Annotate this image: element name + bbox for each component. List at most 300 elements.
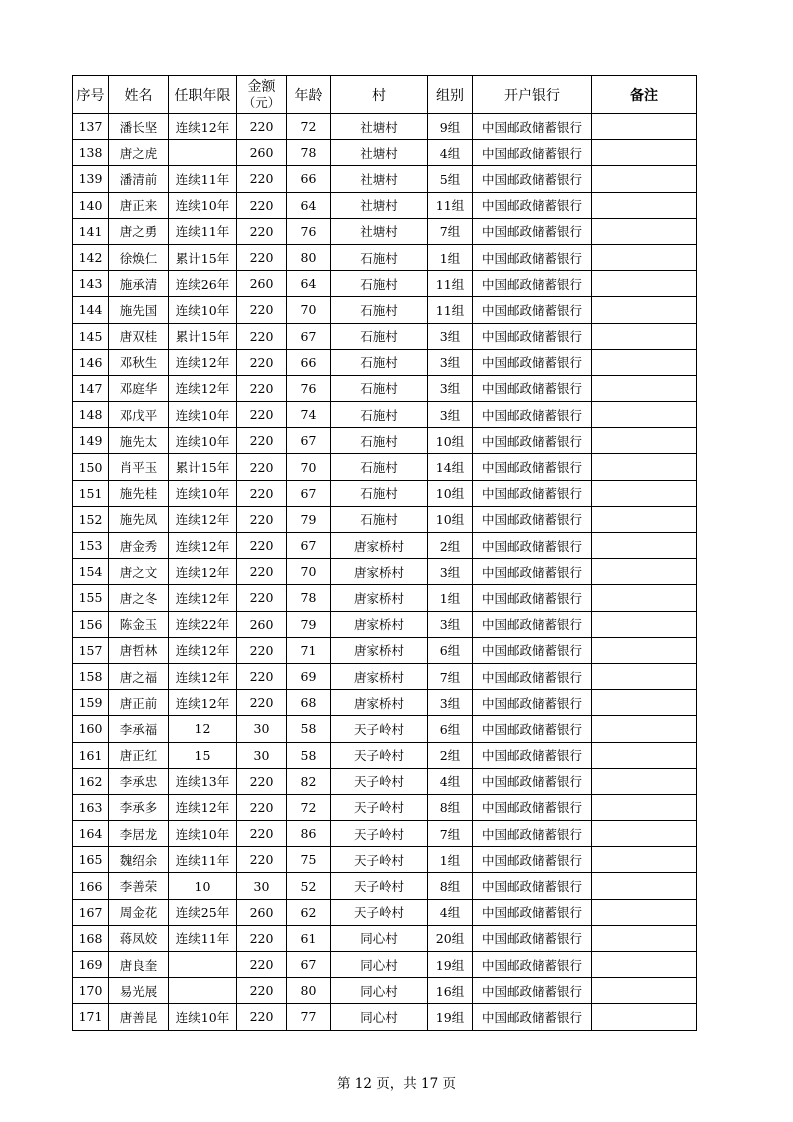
cell-remark (592, 454, 697, 480)
cell-age: 67 (287, 533, 331, 559)
cell-name: 施先太 (109, 428, 169, 454)
cell-village: 天子岭村 (331, 794, 428, 820)
cell-bank: 中国邮政储蓄银行 (473, 480, 592, 506)
cell-group: 1组 (428, 847, 473, 873)
cell-seq: 141 (73, 218, 109, 244)
cell-name: 唐双桂 (109, 323, 169, 349)
cell-bank: 中国邮政储蓄银行 (473, 794, 592, 820)
cell-age: 78 (287, 140, 331, 166)
cell-village: 天子岭村 (331, 716, 428, 742)
cell-tenure: 连续25年 (169, 899, 237, 925)
header-age: 年龄 (287, 76, 331, 114)
table-row (73, 271, 697, 297)
cell-remark (592, 716, 697, 742)
cell-village: 天子岭村 (331, 821, 428, 847)
cell-village: 同心村 (331, 1004, 428, 1030)
cell-bank: 中国邮政储蓄银行 (473, 114, 592, 140)
cell-group: 20组 (428, 925, 473, 951)
table-row (73, 533, 697, 559)
cell-tenure: 连续12年 (169, 637, 237, 663)
cell-seq: 150 (73, 454, 109, 480)
cell-amount: 260 (237, 611, 287, 637)
cell-amount: 220 (237, 559, 287, 585)
cell-tenure: 10 (169, 873, 237, 899)
cell-name: 施承清 (109, 271, 169, 297)
cell-village: 唐家桥村 (331, 585, 428, 611)
cell-tenure: 连续12年 (169, 349, 237, 375)
cell-seq: 163 (73, 794, 109, 820)
roster-table (72, 75, 697, 1031)
cell-remark (592, 978, 697, 1004)
cell-remark (592, 218, 697, 244)
cell-group: 8组 (428, 873, 473, 899)
cell-bank: 中国邮政储蓄银行 (473, 663, 592, 689)
cell-seq: 145 (73, 323, 109, 349)
cell-name: 李承福 (109, 716, 169, 742)
cell-age: 76 (287, 218, 331, 244)
cell-tenure: 累计15年 (169, 454, 237, 480)
cell-age: 67 (287, 952, 331, 978)
cell-name: 唐之虎 (109, 140, 169, 166)
cell-name: 易光展 (109, 978, 169, 1004)
cell-age: 67 (287, 428, 331, 454)
cell-tenure: 连续26年 (169, 271, 237, 297)
cell-group: 2组 (428, 533, 473, 559)
header-seq: 序号 (73, 76, 109, 114)
cell-seq: 140 (73, 192, 109, 218)
cell-tenure: 连续12年 (169, 506, 237, 532)
cell-seq: 158 (73, 663, 109, 689)
cell-name: 唐正红 (109, 742, 169, 768)
table-row (73, 794, 697, 820)
cell-tenure: 连续10年 (169, 297, 237, 323)
cell-seq: 142 (73, 244, 109, 270)
cell-tenure: 连续12年 (169, 533, 237, 559)
table-row (73, 1004, 697, 1030)
cell-age: 68 (287, 690, 331, 716)
cell-seq: 138 (73, 140, 109, 166)
cell-amount: 220 (237, 114, 287, 140)
cell-village: 唐家桥村 (331, 690, 428, 716)
cell-bank: 中国邮政储蓄银行 (473, 375, 592, 401)
cell-age: 67 (287, 323, 331, 349)
header-name: 姓名 (109, 76, 169, 114)
cell-seq: 154 (73, 559, 109, 585)
cell-amount: 220 (237, 218, 287, 244)
cell-village: 社塘村 (331, 140, 428, 166)
cell-amount: 220 (237, 375, 287, 401)
cell-village: 社塘村 (331, 166, 428, 192)
cell-village: 石施村 (331, 297, 428, 323)
cell-seq: 148 (73, 402, 109, 428)
cell-group: 11组 (428, 192, 473, 218)
cell-remark (592, 166, 697, 192)
cell-amount: 220 (237, 480, 287, 506)
cell-age: 58 (287, 716, 331, 742)
cell-name: 唐正来 (109, 192, 169, 218)
table-row (73, 821, 697, 847)
cell-name: 肖平玉 (109, 454, 169, 480)
table-row (73, 297, 697, 323)
cell-village: 石施村 (331, 323, 428, 349)
cell-group: 3组 (428, 690, 473, 716)
cell-tenure (169, 140, 237, 166)
header-tenure: 任职年限 (169, 76, 237, 114)
table-row (73, 925, 697, 951)
cell-age: 72 (287, 114, 331, 140)
cell-bank: 中国邮政储蓄银行 (473, 349, 592, 375)
cell-group: 3组 (428, 402, 473, 428)
cell-remark (592, 690, 697, 716)
cell-remark (592, 192, 697, 218)
cell-remark (592, 873, 697, 899)
cell-bank: 中国邮政储蓄银行 (473, 742, 592, 768)
cell-bank: 中国邮政储蓄银行 (473, 192, 592, 218)
table-row (73, 611, 697, 637)
table-row (73, 663, 697, 689)
cell-group: 7组 (428, 663, 473, 689)
cell-amount: 30 (237, 873, 287, 899)
cell-seq: 161 (73, 742, 109, 768)
cell-name: 唐之勇 (109, 218, 169, 244)
cell-group: 19组 (428, 952, 473, 978)
cell-name: 潘长坚 (109, 114, 169, 140)
table-row (73, 690, 697, 716)
cell-amount: 220 (237, 978, 287, 1004)
cell-remark (592, 271, 697, 297)
table-body (73, 114, 697, 1031)
cell-bank: 中国邮政储蓄银行 (473, 925, 592, 951)
table-row (73, 847, 697, 873)
cell-village: 石施村 (331, 454, 428, 480)
cell-tenure: 连续22年 (169, 611, 237, 637)
cell-seq: 159 (73, 690, 109, 716)
cell-age: 86 (287, 821, 331, 847)
cell-seq: 170 (73, 978, 109, 1004)
cell-village: 石施村 (331, 375, 428, 401)
cell-group: 9组 (428, 114, 473, 140)
cell-group: 5组 (428, 166, 473, 192)
cell-tenure: 连续12年 (169, 585, 237, 611)
cell-name: 蒋凤姣 (109, 925, 169, 951)
cell-name: 唐之冬 (109, 585, 169, 611)
cell-group: 3组 (428, 349, 473, 375)
cell-village: 同心村 (331, 952, 428, 978)
cell-amount: 220 (237, 192, 287, 218)
cell-remark (592, 140, 697, 166)
header-amount-label: 金额 (247, 79, 276, 95)
table-row (73, 559, 697, 585)
cell-name: 唐良奎 (109, 952, 169, 978)
cell-tenure: 连续11年 (169, 925, 237, 951)
cell-group: 10组 (428, 480, 473, 506)
cell-age: 52 (287, 873, 331, 899)
cell-village: 唐家桥村 (331, 637, 428, 663)
cell-bank: 中国邮政储蓄银行 (473, 611, 592, 637)
cell-village: 石施村 (331, 480, 428, 506)
cell-tenure: 连续11年 (169, 847, 237, 873)
table-row (73, 637, 697, 663)
cell-name: 李承忠 (109, 768, 169, 794)
cell-seq: 171 (73, 1004, 109, 1030)
cell-remark (592, 952, 697, 978)
cell-group: 7组 (428, 218, 473, 244)
cell-name: 唐之福 (109, 663, 169, 689)
cell-name: 唐金秀 (109, 533, 169, 559)
cell-remark (592, 611, 697, 637)
cell-name: 周金花 (109, 899, 169, 925)
cell-amount: 220 (237, 297, 287, 323)
cell-seq: 169 (73, 952, 109, 978)
cell-seq: 152 (73, 506, 109, 532)
cell-seq: 165 (73, 847, 109, 873)
cell-remark (592, 533, 697, 559)
cell-remark (592, 585, 697, 611)
cell-tenure: 连续12年 (169, 663, 237, 689)
cell-remark (592, 899, 697, 925)
table-row (73, 506, 697, 532)
header-remark: 备注 (592, 76, 697, 114)
cell-name: 邓秋生 (109, 349, 169, 375)
table-row (73, 166, 697, 192)
cell-bank: 中国邮政储蓄银行 (473, 690, 592, 716)
cell-bank: 中国邮政储蓄银行 (473, 952, 592, 978)
cell-seq: 164 (73, 821, 109, 847)
cell-group: 3组 (428, 611, 473, 637)
cell-bank: 中国邮政储蓄银行 (473, 218, 592, 244)
cell-village: 天子岭村 (331, 873, 428, 899)
table-row (73, 375, 697, 401)
cell-name: 邓戊平 (109, 402, 169, 428)
cell-amount: 220 (237, 506, 287, 532)
table-row (73, 349, 697, 375)
cell-seq: 168 (73, 925, 109, 951)
cell-group: 10组 (428, 506, 473, 532)
cell-seq: 146 (73, 349, 109, 375)
cell-amount: 220 (237, 428, 287, 454)
cell-tenure (169, 978, 237, 1004)
cell-amount: 260 (237, 899, 287, 925)
cell-group: 6组 (428, 637, 473, 663)
cell-name: 邓庭华 (109, 375, 169, 401)
cell-bank: 中国邮政储蓄银行 (473, 559, 592, 585)
cell-age: 80 (287, 978, 331, 1004)
cell-amount: 220 (237, 690, 287, 716)
cell-group: 19组 (428, 1004, 473, 1030)
cell-tenure: 累计15年 (169, 323, 237, 349)
header-bank: 开户银行 (473, 76, 592, 114)
cell-amount: 220 (237, 323, 287, 349)
cell-village: 社塘村 (331, 114, 428, 140)
table-row (73, 140, 697, 166)
cell-tenure: 连续11年 (169, 166, 237, 192)
cell-remark (592, 244, 697, 270)
cell-age: 79 (287, 611, 331, 637)
cell-village: 同心村 (331, 925, 428, 951)
cell-tenure: 连续13年 (169, 768, 237, 794)
header-amount-unit: （元） (242, 95, 281, 110)
table-row (73, 218, 697, 244)
cell-remark (592, 794, 697, 820)
cell-bank: 中国邮政储蓄银行 (473, 768, 592, 794)
cell-group: 3组 (428, 375, 473, 401)
cell-amount: 220 (237, 821, 287, 847)
cell-group: 1组 (428, 244, 473, 270)
cell-village: 社塘村 (331, 218, 428, 244)
cell-bank: 中国邮政储蓄银行 (473, 899, 592, 925)
cell-group: 7组 (428, 821, 473, 847)
cell-group: 3组 (428, 323, 473, 349)
cell-age: 67 (287, 480, 331, 506)
cell-bank: 中国邮政储蓄银行 (473, 637, 592, 663)
cell-name: 潘清前 (109, 166, 169, 192)
cell-bank: 中国邮政储蓄银行 (473, 166, 592, 192)
header-amount (237, 76, 287, 114)
cell-remark (592, 1004, 697, 1030)
cell-age: 78 (287, 585, 331, 611)
cell-age: 77 (287, 1004, 331, 1030)
cell-name: 施先桂 (109, 480, 169, 506)
table-row (73, 480, 697, 506)
cell-amount: 220 (237, 454, 287, 480)
cell-amount: 220 (237, 637, 287, 663)
table-row (73, 978, 697, 1004)
cell-bank: 中国邮政储蓄银行 (473, 716, 592, 742)
cell-group: 3组 (428, 559, 473, 585)
cell-tenure: 12 (169, 716, 237, 742)
cell-seq: 149 (73, 428, 109, 454)
cell-amount: 220 (237, 663, 287, 689)
cell-bank: 中国邮政储蓄银行 (473, 271, 592, 297)
table-row (73, 114, 697, 140)
cell-seq: 157 (73, 637, 109, 663)
cell-age: 76 (287, 375, 331, 401)
cell-remark (592, 114, 697, 140)
cell-seq: 156 (73, 611, 109, 637)
cell-name: 施先凤 (109, 506, 169, 532)
cell-group: 8组 (428, 794, 473, 820)
table-row (73, 873, 697, 899)
cell-seq: 155 (73, 585, 109, 611)
cell-group: 6组 (428, 716, 473, 742)
cell-age: 74 (287, 402, 331, 428)
cell-name: 唐正前 (109, 690, 169, 716)
cell-bank: 中国邮政储蓄银行 (473, 821, 592, 847)
table-row (73, 585, 697, 611)
cell-amount: 220 (237, 533, 287, 559)
cell-remark (592, 742, 697, 768)
table-row (73, 899, 697, 925)
cell-tenure: 连续10年 (169, 428, 237, 454)
table-row (73, 323, 697, 349)
cell-age: 71 (287, 637, 331, 663)
cell-bank: 中国邮政储蓄银行 (473, 428, 592, 454)
cell-amount: 260 (237, 140, 287, 166)
cell-remark (592, 663, 697, 689)
cell-seq: 139 (73, 166, 109, 192)
cell-group: 4组 (428, 768, 473, 794)
table-row (73, 428, 697, 454)
header-group: 组别 (428, 76, 473, 114)
cell-village: 唐家桥村 (331, 611, 428, 637)
cell-group: 11组 (428, 297, 473, 323)
cell-tenure: 连续10年 (169, 821, 237, 847)
cell-age: 70 (287, 454, 331, 480)
cell-remark (592, 925, 697, 951)
cell-bank: 中国邮政储蓄银行 (473, 140, 592, 166)
cell-seq: 162 (73, 768, 109, 794)
cell-tenure: 连续10年 (169, 1004, 237, 1030)
cell-village: 石施村 (331, 244, 428, 270)
cell-age: 64 (287, 192, 331, 218)
table-row (73, 402, 697, 428)
table-row (73, 244, 697, 270)
cell-bank: 中国邮政储蓄银行 (473, 454, 592, 480)
cell-amount: 30 (237, 716, 287, 742)
cell-remark (592, 297, 697, 323)
cell-seq: 144 (73, 297, 109, 323)
cell-remark (592, 402, 697, 428)
cell-tenure (169, 952, 237, 978)
table-row (73, 742, 697, 768)
cell-bank: 中国邮政储蓄银行 (473, 1004, 592, 1030)
cell-name: 唐哲林 (109, 637, 169, 663)
cell-remark (592, 349, 697, 375)
cell-amount: 220 (237, 925, 287, 951)
cell-amount: 260 (237, 271, 287, 297)
cell-name: 李善荣 (109, 873, 169, 899)
cell-age: 80 (287, 244, 331, 270)
cell-village: 天子岭村 (331, 899, 428, 925)
cell-amount: 220 (237, 1004, 287, 1030)
cell-village: 社塘村 (331, 192, 428, 218)
cell-seq: 153 (73, 533, 109, 559)
cell-remark (592, 323, 697, 349)
cell-group: 11组 (428, 271, 473, 297)
cell-village: 石施村 (331, 271, 428, 297)
cell-tenure: 连续12年 (169, 690, 237, 716)
cell-village: 唐家桥村 (331, 559, 428, 585)
cell-group: 4组 (428, 140, 473, 166)
cell-amount: 220 (237, 794, 287, 820)
cell-age: 79 (287, 506, 331, 532)
cell-bank: 中国邮政储蓄银行 (473, 244, 592, 270)
cell-bank: 中国邮政储蓄银行 (473, 297, 592, 323)
cell-age: 62 (287, 899, 331, 925)
cell-tenure: 连续12年 (169, 375, 237, 401)
cell-remark (592, 821, 697, 847)
cell-amount: 220 (237, 847, 287, 873)
cell-name: 唐之文 (109, 559, 169, 585)
cell-age: 61 (287, 925, 331, 951)
cell-amount: 220 (237, 585, 287, 611)
cell-bank: 中国邮政储蓄银行 (473, 533, 592, 559)
cell-tenure: 连续10年 (169, 402, 237, 428)
cell-age: 69 (287, 663, 331, 689)
cell-tenure: 累计15年 (169, 244, 237, 270)
cell-age: 72 (287, 794, 331, 820)
cell-name: 李居龙 (109, 821, 169, 847)
cell-remark (592, 559, 697, 585)
cell-village: 同心村 (331, 978, 428, 1004)
cell-age: 75 (287, 847, 331, 873)
cell-seq: 160 (73, 716, 109, 742)
cell-village: 唐家桥村 (331, 663, 428, 689)
table-row (73, 192, 697, 218)
cell-seq: 147 (73, 375, 109, 401)
cell-amount: 220 (237, 244, 287, 270)
cell-remark (592, 428, 697, 454)
